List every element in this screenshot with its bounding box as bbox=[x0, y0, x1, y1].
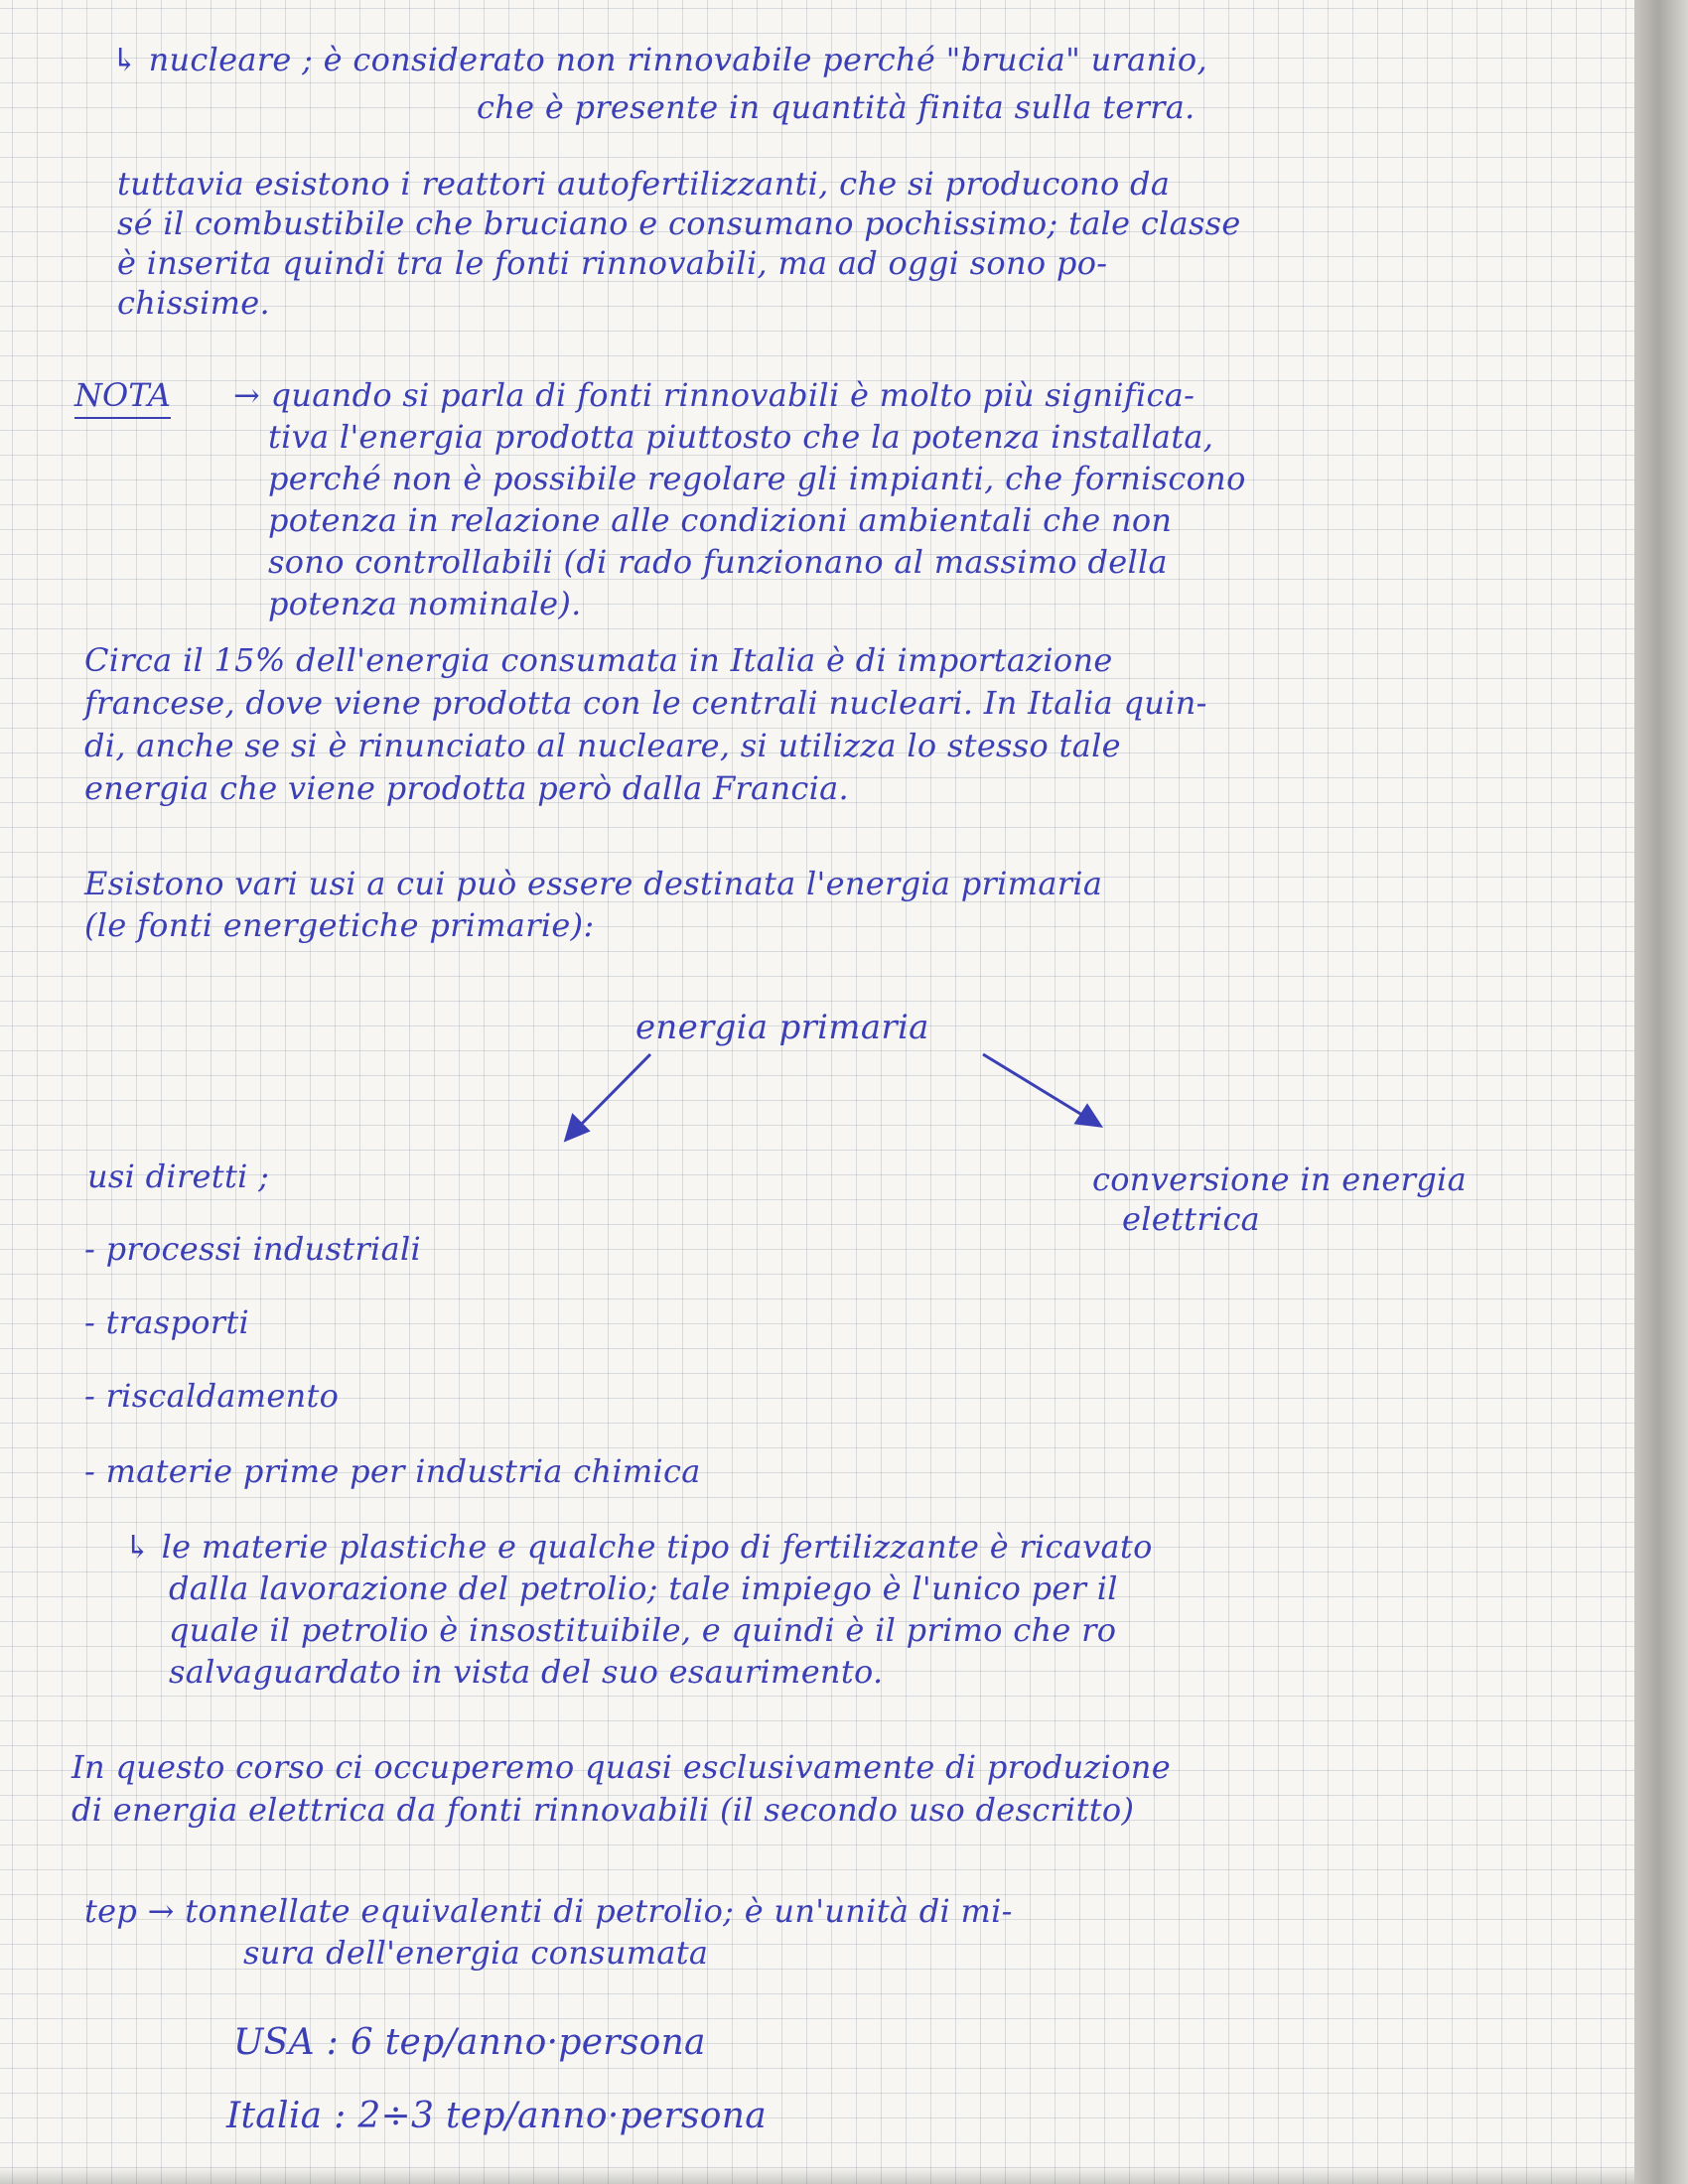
nota-line-1: → quando si parla di fonti rinnovabili è molto più significa- bbox=[233, 376, 1196, 414]
nota-line-3: perché non è possibile regolare gli impianti, che forniscono bbox=[268, 460, 1246, 497]
reactors-line-2: sé il combustibile che bruciano e consumano pochissimo; tale classe bbox=[117, 205, 1241, 242]
tep-line-2: sura dell'energia consumata bbox=[243, 1934, 709, 1972]
page-edge-shadow bbox=[0, 2166, 1634, 2184]
petroleum-line-4: salvaguardato in vista del suo esaurimento. bbox=[169, 1653, 884, 1691]
reactors-line-1: tuttavia esistono i reattori autofertilizzanti, che si producono da bbox=[117, 165, 1171, 203]
course-line-1: In questo corso ci occuperemo quasi esclusivamente di produzione bbox=[71, 1748, 1171, 1786]
uses-intro-line-2: (le fonti energetiche primarie): bbox=[84, 906, 595, 944]
use-item-processes: - processi industriali bbox=[84, 1230, 422, 1268]
nota-line-4: potenza in relazione alle condizioni ambientali che non bbox=[268, 501, 1173, 539]
nuclear-line-1: ↳ nucleare ; è considerato non rinnovabile perché "brucia" uranio, bbox=[111, 41, 1207, 78]
diagram-center-label: energia primaria bbox=[635, 1008, 929, 1047]
nota-line-2: tiva l'energia prodotta piuttosto che la potenza installata, bbox=[268, 418, 1214, 456]
tep-italia: Italia : 2÷3 tep/anno·persona bbox=[226, 2096, 768, 2136]
diagram-left-label: usi diretti ; bbox=[87, 1158, 270, 1195]
nota-line-5: sono controllabili (di rado funzionano al massimo della bbox=[268, 543, 1168, 581]
nota-line-6: potenza nominale). bbox=[268, 585, 582, 622]
diagram-right-label-2: elettrica bbox=[1122, 1200, 1261, 1238]
import-line-3: di, anche se si è rinunciato al nucleare, si utilizza lo stesso tale bbox=[84, 727, 1121, 764]
reactors-line-3: è inserita quindi tra le fonti rinnovabili, ma ad oggi sono po- bbox=[117, 244, 1108, 282]
reactors-line-4: chissime. bbox=[117, 284, 270, 322]
uses-intro-line-1: Esistono vari usi a cui può essere destinata l'energia primaria bbox=[84, 865, 1103, 902]
arrow-left bbox=[574, 1054, 650, 1132]
course-line-2: di energia elettrica da fonti rinnovabili (il secondo uso descritto) bbox=[71, 1791, 1135, 1829]
use-item-transport: - trasporti bbox=[84, 1303, 250, 1341]
import-line-4: energia che viene prodotta però dalla Francia. bbox=[84, 769, 849, 807]
diagram-right-label-1: conversione in energia bbox=[1092, 1160, 1467, 1198]
arrow-right bbox=[983, 1054, 1090, 1120]
import-line-2: francese, dove viene prodotta con le centrali nucleari. In Italia quin- bbox=[84, 684, 1207, 722]
use-item-heating: - riscaldamento bbox=[84, 1377, 340, 1415]
arrow-right-head bbox=[1076, 1106, 1100, 1126]
petroleum-line-1: ↳ le materie plastiche e qualche tipo di fertilizzante è ricavato bbox=[124, 1528, 1153, 1566]
petroleum-line-3: quale il petrolio è insostituibile, e quindi è il primo che ro bbox=[169, 1611, 1117, 1649]
nuclear-line-2: che è presente in quantità finita sulla terra. bbox=[477, 88, 1196, 126]
petroleum-line-2: dalla lavorazione del petrolio; tale impiego è l'unico per il bbox=[169, 1570, 1118, 1607]
tep-usa: USA : 6 tep/anno·persona bbox=[233, 2022, 706, 2063]
import-line-1: Circa il 15% dell'energia consumata in Italia è di importazione bbox=[84, 641, 1113, 679]
notebook-binding bbox=[1634, 0, 1688, 2184]
tep-line-1: tep → tonnellate equivalenti di petrolio; è un'unità di mi- bbox=[84, 1892, 1013, 1930]
nota-label: NOTA bbox=[74, 375, 171, 419]
use-item-chemical: - materie prime per industria chimica bbox=[84, 1452, 701, 1490]
